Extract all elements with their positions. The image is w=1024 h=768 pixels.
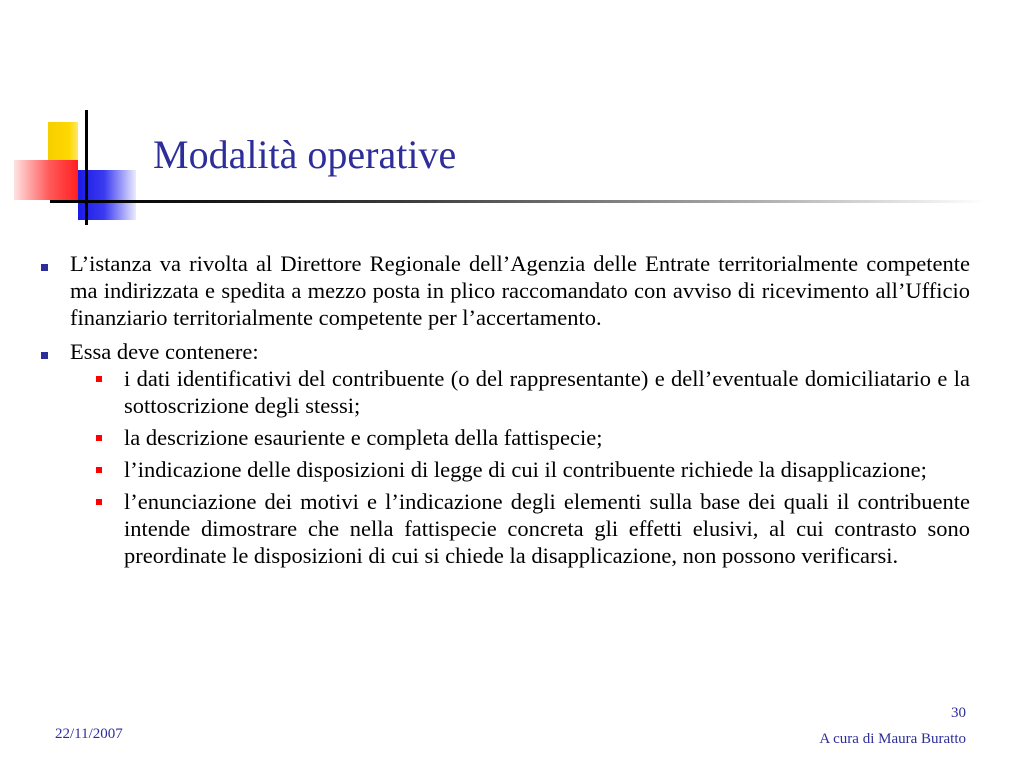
footer-page-number: 30 [951, 705, 966, 721]
logo-horizontal-line [50, 200, 90, 203]
red-square-bullet-icon [96, 435, 102, 441]
sub-bullet-item [70, 365, 970, 419]
footer-date: 22/11/2007 [55, 726, 123, 742]
sub-bullet-text: i dati identificativi del contribuente (o del rappresentante) e dell’eventuale domiciliatario e la sottoscrizione degli stessi; [124, 366, 970, 418]
sub-bullet-item [70, 488, 970, 569]
sub-bullet-item [70, 424, 970, 451]
red-square-bullet-icon [96, 467, 102, 473]
slide-body [38, 250, 970, 576]
sub-bullet-list [70, 365, 970, 569]
sub-bullet-text: l’enunciazione dei motivi e l’indicazione degli elementi sulla base dei quali il contribuente intende dimostrare che nella fattispecie concreta gli effetti elusivi, al cui contrasto sono preordinate le disposizioni di cui si chiede la disapplicazione, non possono verificarsi. [124, 489, 970, 568]
sub-bullet-item [70, 456, 970, 483]
footer-author: A cura di Maura Buratto [819, 731, 966, 747]
bullet-item [38, 338, 970, 569]
slide-title: Modalità operative [153, 132, 457, 177]
logo-red-square [14, 160, 78, 200]
logo-vertical-line [85, 110, 88, 225]
slide-logo-decoration [0, 0, 160, 240]
bullet-list [38, 250, 970, 569]
red-square-bullet-icon [96, 499, 102, 505]
sub-bullet-text: l’indicazione delle disposizioni di legge di cui il contribuente richiede la disapplicazione; [124, 457, 927, 482]
red-square-bullet-icon [96, 376, 102, 382]
square-bullet-icon [41, 352, 48, 359]
square-bullet-icon [41, 264, 48, 271]
bullet-item [38, 250, 970, 331]
title-underline [86, 200, 986, 203]
sub-bullet-text: la descrizione esauriente e completa della fattispecie; [124, 425, 603, 450]
bullet-text: Essa deve contenere: [70, 339, 259, 364]
bullet-text: L’istanza va rivolta al Direttore Regionale dell’Agenzia delle Entrate territorialmente competente ma indirizzata e spedita a mezzo posta in plico raccomandato con avviso di ricevimento all’Ufficio finanziario territorialmente competente per l’accertamento. [70, 251, 970, 330]
